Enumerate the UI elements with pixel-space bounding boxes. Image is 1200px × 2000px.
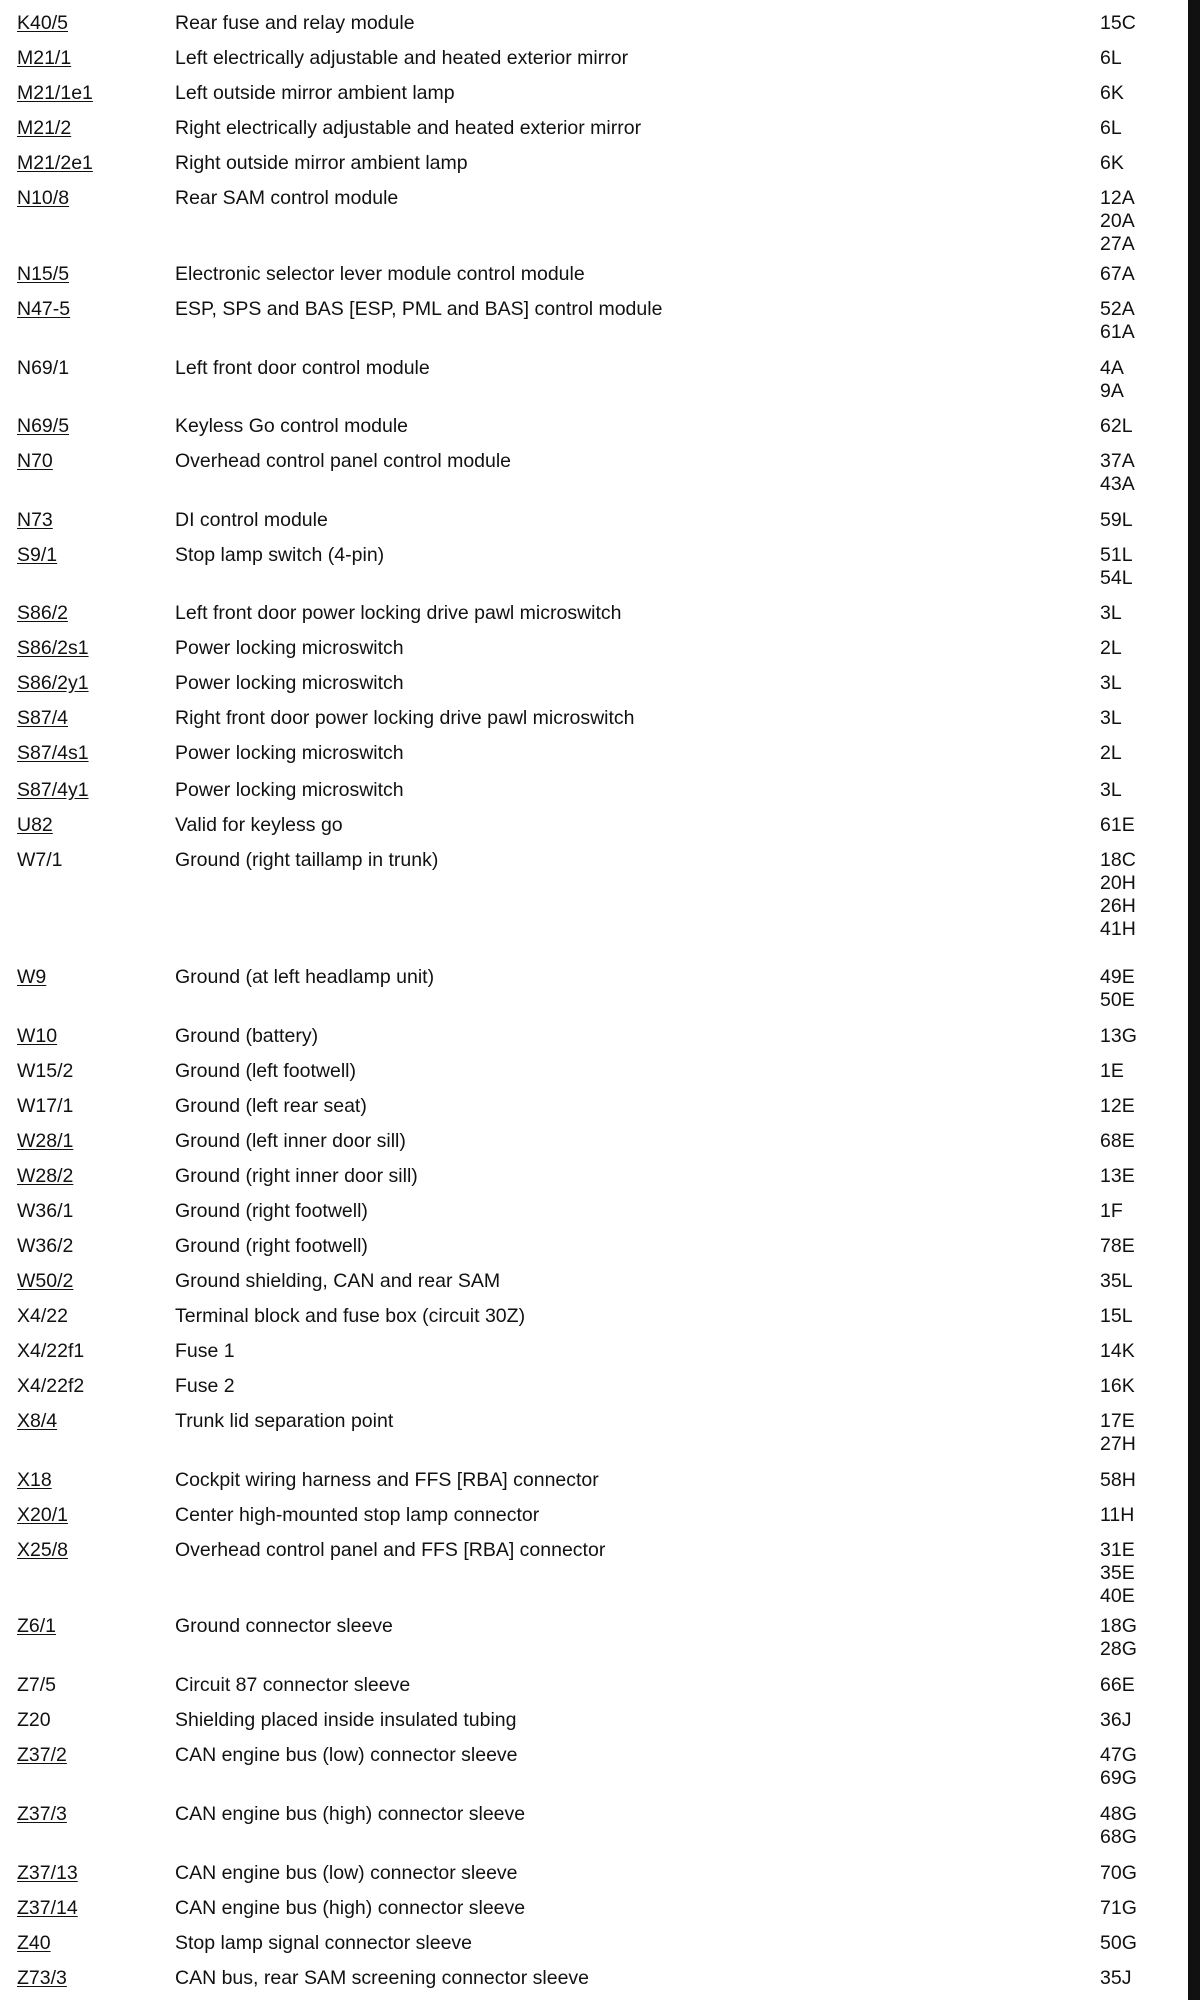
grid-locations <box>1100 1539 1135 1608</box>
grid-locations <box>1100 1025 1137 1048</box>
grid-locations <box>1100 1060 1124 1083</box>
grid-locations <box>1100 1504 1134 1527</box>
grid-location: 3L <box>1100 779 1122 801</box>
grid-locations <box>1100 672 1122 695</box>
component-code-link[interactable]: S86/2 <box>17 602 68 624</box>
component-code-link[interactable]: W50/2 <box>17 1270 74 1292</box>
component-description: CAN bus, rear SAM screening connector sleeve <box>175 1967 590 1989</box>
grid-location: 27H <box>1100 1433 1136 1455</box>
component-code-link[interactable]: Z37/3 <box>17 1803 67 1825</box>
component-code-link[interactable]: N47-5 <box>17 298 71 320</box>
component-description: Right outside mirror ambient lamp <box>175 152 468 174</box>
component-code-link[interactable]: N70 <box>17 450 53 472</box>
grid-location: 6K <box>1100 152 1124 174</box>
page-edge-bar <box>1188 0 1200 2000</box>
grid-location: 50E <box>1100 989 1135 1011</box>
component-description: Overhead control panel and FFS [RBA] connector <box>175 1539 606 1561</box>
grid-location: 26H <box>1100 895 1136 917</box>
component-description: CAN engine bus (low) connector sleeve <box>175 1744 518 1766</box>
component-description: Stop lamp switch (4-pin) <box>175 544 385 566</box>
component-description: Ground (battery) <box>175 1025 319 1047</box>
grid-location: 61E <box>1100 814 1135 836</box>
component-description: ESP, SPS and BAS [ESP, PML and BAS] control module <box>175 298 663 320</box>
component-description: Right front door power locking drive pawl microswitch <box>175 707 635 729</box>
component-code-link[interactable]: K40/5 <box>17 12 68 34</box>
component-description: Ground connector sleeve <box>175 1615 393 1637</box>
component-description: Stop lamp signal connector sleeve <box>175 1932 473 1954</box>
grid-locations <box>1100 1897 1137 1920</box>
component-code-link[interactable]: M21/1 <box>17 47 72 69</box>
component-code-link[interactable]: N69/5 <box>17 415 70 437</box>
component-code-link[interactable]: X20/1 <box>17 1504 68 1526</box>
component-code-link[interactable]: X8/4 <box>17 1410 58 1432</box>
component-code: W7/1 <box>17 849 63 871</box>
grid-locations <box>1100 849 1136 941</box>
grid-locations <box>1100 1932 1137 1955</box>
grid-locations <box>1100 966 1135 1012</box>
component-code-link[interactable]: Z6/1 <box>17 1615 57 1637</box>
component-description: Ground (right inner door sill) <box>175 1165 418 1187</box>
component-code-link[interactable]: N15/5 <box>17 263 70 285</box>
component-code-link[interactable]: N10/8 <box>17 187 70 209</box>
component-description: Rear SAM control module <box>175 187 399 209</box>
component-description: Keyless Go control module <box>175 415 409 437</box>
grid-locations <box>1100 742 1122 765</box>
grid-location: 3L <box>1100 672 1122 694</box>
grid-location: 68G <box>1100 1826 1137 1848</box>
grid-location: 51L <box>1100 544 1133 566</box>
component-code: W36/1 <box>17 1200 74 1222</box>
grid-locations <box>1100 263 1135 286</box>
grid-location: 28G <box>1100 1638 1137 1660</box>
component-description: CAN engine bus (high) connector sleeve <box>175 1897 526 1919</box>
grid-location: 68E <box>1100 1130 1135 1152</box>
grid-location: 49E <box>1100 966 1135 988</box>
grid-location: 35E <box>1100 1562 1135 1584</box>
component-description: Rear fuse and relay module <box>175 12 415 34</box>
grid-location: 36J <box>1100 1709 1132 1731</box>
component-description: Ground (right taillamp in trunk) <box>175 849 439 871</box>
grid-locations <box>1100 12 1136 35</box>
grid-location: 9A <box>1100 380 1124 402</box>
grid-location: 66E <box>1100 1674 1135 1696</box>
component-code-link[interactable]: N73 <box>17 509 53 531</box>
component-code-link[interactable]: W28/2 <box>17 1165 74 1187</box>
grid-location: 2L <box>1100 637 1122 659</box>
grid-locations <box>1100 1615 1137 1661</box>
component-code-link[interactable]: Z37/14 <box>17 1897 78 1919</box>
grid-locations <box>1100 707 1122 730</box>
grid-locations <box>1100 47 1122 70</box>
grid-locations <box>1100 779 1122 802</box>
grid-locations <box>1100 602 1122 625</box>
grid-location: 67A <box>1100 263 1135 285</box>
grid-location: 17E <box>1100 1410 1135 1432</box>
component-description: Ground (left footwell) <box>175 1060 356 1082</box>
grid-locations <box>1100 117 1122 140</box>
component-description: DI control module <box>175 509 328 531</box>
component-code-link[interactable]: S87/4y1 <box>17 779 89 801</box>
grid-locations <box>1100 1967 1131 1990</box>
grid-location: 6L <box>1100 47 1122 69</box>
grid-location: 70G <box>1100 1862 1137 1884</box>
grid-locations <box>1100 1305 1133 1328</box>
component-code-link[interactable]: S86/2s1 <box>17 637 89 659</box>
grid-location: 61A <box>1100 321 1135 343</box>
component-code-link[interactable]: X25/8 <box>17 1539 68 1561</box>
component-description: Power locking microswitch <box>175 742 404 764</box>
component-description: CAN engine bus (low) connector sleeve <box>175 1862 518 1884</box>
grid-locations <box>1100 1375 1135 1398</box>
component-description: Ground (left rear seat) <box>175 1095 367 1117</box>
grid-location: 1F <box>1100 1200 1123 1222</box>
grid-location: 50G <box>1100 1932 1137 1954</box>
component-description: Electronic selector lever module control module <box>175 263 585 285</box>
grid-location: 16K <box>1100 1375 1135 1397</box>
grid-location: 6L <box>1100 117 1122 139</box>
grid-location: 35L <box>1100 1270 1133 1292</box>
component-description: Overhead control panel control module <box>175 450 512 472</box>
component-description: Fuse 2 <box>175 1375 235 1397</box>
component-code-link[interactable]: S86/2y1 <box>17 672 89 694</box>
component-code-link[interactable]: S9/1 <box>17 544 58 566</box>
grid-location: 41H <box>1100 918 1136 940</box>
grid-location: 47G <box>1100 1744 1137 1766</box>
grid-location: 13G <box>1100 1025 1137 1047</box>
component-code-link[interactable]: M21/2 <box>17 117 72 139</box>
grid-location: 31E <box>1100 1539 1135 1561</box>
grid-location: 15C <box>1100 12 1136 34</box>
component-code: W17/1 <box>17 1095 74 1117</box>
component-description: Terminal block and fuse box (circuit 30Z) <box>175 1305 526 1327</box>
component-code: Z7/5 <box>17 1674 57 1696</box>
grid-locations <box>1100 1095 1135 1118</box>
component-description: Ground (left inner door sill) <box>175 1130 406 1152</box>
component-code: X4/22f1 <box>17 1340 85 1362</box>
grid-location: 1E <box>1100 1060 1124 1082</box>
component-description: Right electrically adjustable and heated exterior mirror <box>175 117 642 139</box>
component-description: Ground shielding, CAN and rear SAM <box>175 1270 501 1292</box>
grid-location: 54L <box>1100 567 1133 589</box>
grid-location: 18G <box>1100 1615 1137 1637</box>
component-code: N69/1 <box>17 357 70 379</box>
grid-location: 18C <box>1100 849 1136 871</box>
component-code: X4/22f2 <box>17 1375 85 1397</box>
grid-locations <box>1100 1130 1135 1153</box>
component-description: CAN engine bus (high) connector sleeve <box>175 1803 526 1825</box>
grid-locations <box>1100 1340 1135 1363</box>
grid-locations <box>1100 1862 1137 1885</box>
component-description: Shielding placed inside insulated tubing <box>175 1709 517 1731</box>
grid-location: 3L <box>1100 707 1122 729</box>
grid-locations <box>1100 1235 1135 1258</box>
component-code-link[interactable]: X18 <box>17 1469 52 1491</box>
grid-locations <box>1100 509 1133 532</box>
component-description: Left front door power locking drive pawl microswitch <box>175 602 622 624</box>
component-description: Trunk lid separation point <box>175 1410 394 1432</box>
component-description: Left electrically adjustable and heated exterior mirror <box>175 47 629 69</box>
component-description: Ground (right footwell) <box>175 1200 368 1222</box>
grid-locations <box>1100 357 1124 403</box>
component-code-link[interactable]: W9 <box>17 966 47 988</box>
component-code-link[interactable]: Z37/13 <box>17 1862 78 1884</box>
grid-location: 37A <box>1100 450 1135 472</box>
grid-locations <box>1100 1200 1123 1223</box>
grid-location: 12E <box>1100 1095 1135 1117</box>
component-description: Left outside mirror ambient lamp <box>175 82 455 104</box>
grid-locations <box>1100 1270 1133 1293</box>
component-description: Circuit 87 connector sleeve <box>175 1674 411 1696</box>
component-description: Cockpit wiring harness and FFS [RBA] connector <box>175 1469 599 1491</box>
grid-locations <box>1100 1803 1137 1849</box>
grid-locations <box>1100 637 1122 660</box>
component-description: Ground (at left headlamp unit) <box>175 966 435 988</box>
grid-location: 43A <box>1100 473 1135 495</box>
grid-location: 20A <box>1100 210 1135 232</box>
component-code-link[interactable]: Z40 <box>17 1932 51 1954</box>
component-code: W36/2 <box>17 1235 74 1257</box>
grid-locations <box>1100 187 1135 256</box>
grid-locations <box>1100 415 1133 438</box>
grid-location: 14K <box>1100 1340 1135 1362</box>
component-description: Center high-mounted stop lamp connector <box>175 1504 540 1526</box>
grid-locations <box>1100 298 1135 344</box>
grid-locations <box>1100 544 1133 590</box>
grid-location: 71G <box>1100 1897 1137 1919</box>
grid-location: 52A <box>1100 298 1135 320</box>
component-code-link[interactable]: W10 <box>17 1025 58 1047</box>
component-code: X4/22 <box>17 1305 68 1327</box>
grid-locations <box>1100 82 1124 105</box>
grid-location: 12A <box>1100 187 1135 209</box>
component-code-link[interactable]: Z73/3 <box>17 1967 67 1989</box>
grid-location: 3L <box>1100 602 1122 624</box>
component-description: Left front door control module <box>175 357 430 379</box>
grid-location: 6K <box>1100 82 1124 104</box>
component-code-link[interactable]: M21/1e1 <box>17 82 93 104</box>
component-code-link[interactable]: M21/2e1 <box>17 152 93 174</box>
grid-locations <box>1100 1165 1135 1188</box>
grid-location: 69G <box>1100 1767 1137 1789</box>
component-description: Power locking microswitch <box>175 779 404 801</box>
grid-location: 11H <box>1100 1504 1135 1526</box>
grid-location: 27A <box>1100 233 1135 255</box>
grid-location: 48G <box>1100 1803 1137 1825</box>
grid-locations <box>1100 1709 1131 1732</box>
grid-location: 13E <box>1100 1165 1135 1187</box>
grid-location: 15L <box>1100 1305 1133 1327</box>
grid-locations <box>1100 1410 1136 1456</box>
component-code: Z20 <box>17 1709 51 1731</box>
component-code-link[interactable]: U82 <box>17 814 53 836</box>
component-description: Valid for keyless go <box>175 814 343 836</box>
grid-location: 59L <box>1100 509 1133 531</box>
component-code-link[interactable]: S87/4s1 <box>17 742 89 764</box>
grid-locations <box>1100 814 1135 837</box>
grid-location: 58H <box>1100 1469 1136 1491</box>
component-code: W15/2 <box>17 1060 74 1082</box>
grid-locations <box>1100 1744 1137 1790</box>
component-code-link[interactable]: S87/4 <box>17 707 68 729</box>
grid-location: 40E <box>1100 1585 1135 1607</box>
component-description: Power locking microswitch <box>175 672 404 694</box>
grid-location: 35J <box>1100 1967 1132 1989</box>
grid-locations <box>1100 1674 1135 1697</box>
grid-location: 2L <box>1100 742 1122 764</box>
grid-locations <box>1100 152 1124 175</box>
grid-location: 62L <box>1100 415 1133 437</box>
grid-locations <box>1100 450 1135 496</box>
component-code-link[interactable]: W28/1 <box>17 1130 74 1152</box>
component-description: Fuse 1 <box>175 1340 235 1362</box>
grid-location: 20H <box>1100 872 1136 894</box>
grid-location: 78E <box>1100 1235 1135 1257</box>
component-description: Power locking microswitch <box>175 637 404 659</box>
component-description: Ground (right footwell) <box>175 1235 368 1257</box>
grid-locations <box>1100 1469 1136 1492</box>
component-code-link[interactable]: Z37/2 <box>17 1744 67 1766</box>
grid-location: 4A <box>1100 357 1124 379</box>
